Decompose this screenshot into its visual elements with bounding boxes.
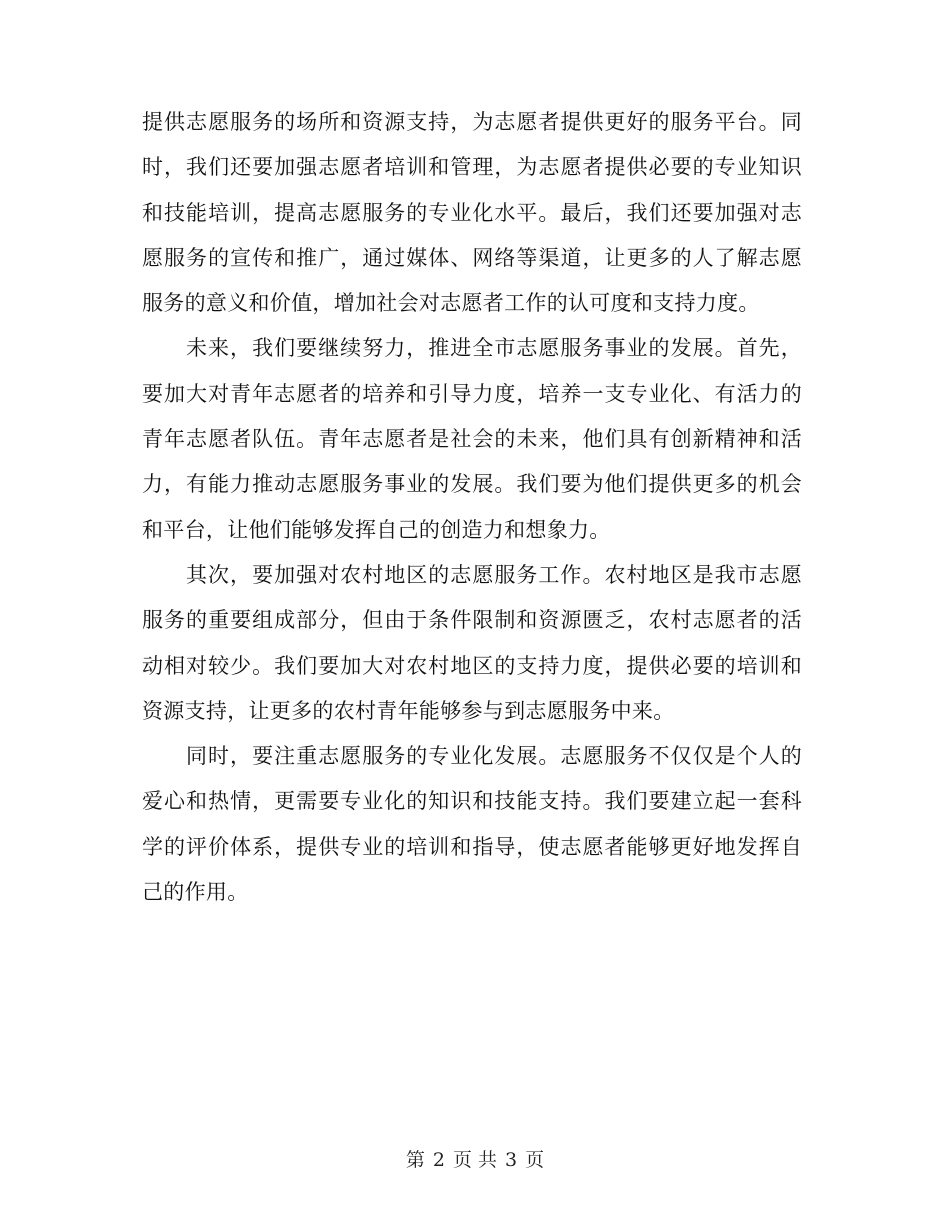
paragraph-3: 其次，要加强对农村地区的志愿服务工作。农村地区是我市志愿服务的重要组成部分，但由于条件限制和资源匮乏，农村志愿者的活动相对较少。我们要加大对农村地区的支持力度，提供必要的培训和资源支持，让更多的农村青年能够参与到志愿服务中来。 xyxy=(142,562,802,723)
footer-middle: 页 共 xyxy=(452,1149,498,1171)
page-footer xyxy=(0,1148,950,1172)
footer-prefix: 第 xyxy=(405,1149,425,1171)
paragraph-4: 同时，要注重志愿服务的专业化发展。志愿服务不仅仅是个人的爱心和热情，更需要专业化的知识和技能支持。我们要建立起一套科学的评价体系，提供专业的培训和指导，使志愿者能够更好地发挥自己的作用。 xyxy=(142,744,802,905)
paragraph-2: 未来，我们要继续努力，推进全市志愿服务事业的发展。首先，要加大对青年志愿者的培养和引导力度，培养一支专业化、有活力的青年志愿者队伍。青年志愿者是社会的未来，他们具有创新精神和活力，有能力推动志愿服务事业的发展。我们要为他们提供更多的机会和平台，让他们能够发挥自己的创造力和想象力。 xyxy=(142,336,802,542)
footer-suffix: 页 xyxy=(525,1149,545,1171)
footer-page-number: 2 xyxy=(432,1149,445,1171)
document-body xyxy=(142,100,802,915)
footer-total-pages: 3 xyxy=(505,1149,518,1171)
paragraph-1: 提供志愿服务的场所和资源支持，为志愿者提供更好的服务平台。同时，我们还要加强志愿者培训和管理，为志愿者提供必要的专业知识和技能培训，提高志愿服务的专业化水平。最后，我们还要加强对志愿服务的宣传和推广，通过媒体、网络等渠道，让更多的人了解志愿服务的意义和价值，增加社会对志愿者工作的认可度和支持力度。 xyxy=(142,110,802,316)
